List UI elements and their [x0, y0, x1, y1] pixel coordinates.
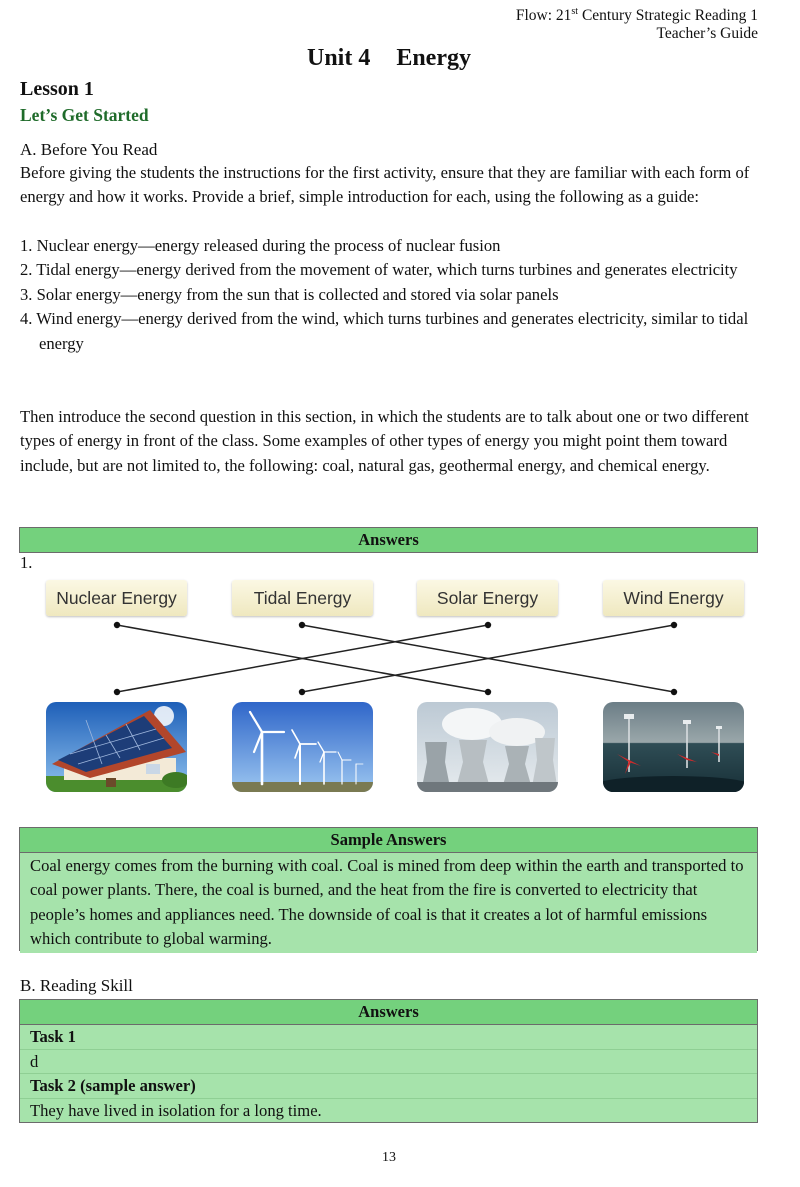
answers-box-title: Answers [20, 1000, 757, 1025]
match-dot [114, 622, 120, 628]
answers-box-2 [19, 999, 758, 1123]
list-item: 3. Solar energy—energy from the sun that is collected and stored via solar panels [20, 284, 559, 304]
match-dot [485, 689, 491, 695]
section-a-heading: A. Before You Read [20, 140, 158, 159]
list-item: 1. Nuclear energy—energy released during the process of nuclear fusion [20, 236, 501, 255]
sample-answers-title: Sample Answers [20, 828, 757, 853]
match-dot [671, 689, 677, 695]
answers-box-title: Answers [20, 528, 757, 552]
label-tidal-energy: Tidal Energy [232, 580, 373, 616]
wind-turbines-image [232, 702, 373, 792]
book-title: Flow: 21st Century Strategic Reading 1 [515, 5, 758, 24]
answer-item-number: 1. [20, 553, 33, 572]
section-a-followup: Then introduce the second question in this section, in which the students are to talk about one or two different types of energy in front of the class. Some examples of other types of energy you might point them toward include, but are not limited to, the following: coal, natural gas, geothermal energy, and chemical energy. [20, 407, 749, 475]
tidal-turbines-image [603, 702, 744, 792]
task2-answer: They have lived in isolation for a long time. [20, 1098, 757, 1123]
sample-answers-box [19, 827, 758, 951]
match-dot [299, 689, 305, 695]
solar-panels-house-image [46, 702, 187, 792]
list-item: 2. Tidal energy—energy derived from the movement of water, which turns turbines and generates electricity [20, 260, 738, 280]
label-wind-energy: Wind Energy [603, 580, 744, 616]
task1-answer: d [20, 1049, 757, 1074]
task1-label: Task 1 [20, 1025, 757, 1049]
lesson-heading: Lesson 1 [20, 78, 94, 100]
match-dot [299, 622, 305, 628]
list-item: 4. Wind energy—energy derived from the wind, which turns turbines and generates electricity, similar to tidal energy [20, 309, 749, 353]
section-b-heading: B. Reading Skill [20, 976, 133, 995]
match-dot [485, 622, 491, 628]
task2-label: Task 2 (sample answer) [20, 1073, 757, 1098]
guide-label: Teacher’s Guide [656, 25, 758, 42]
lesson-subtitle: Let’s Get Started [20, 105, 149, 125]
unit-title: Unit 4 Energy [306, 45, 471, 71]
match-dot [671, 622, 677, 628]
match-dot [114, 689, 120, 695]
sample-answers-text: Coal energy comes from the burning with coal. Coal is mined from deep within the earth and transported to coal power plants. There, the coal is burned, and the heat from the fire is converted to electricity that people’s homes and appliances need. The downside of coal is that it creates a lot of harmful emissions which contribute to global warming. [20, 853, 757, 953]
cooling-towers-image [417, 702, 558, 792]
section-a-intro: Before giving the students the instructions for the first activity, ensure that they are familiar with each form of energy and how it works. Provide a brief, simple introduction for each, using the following as a guide: [20, 163, 750, 207]
label-nuclear-energy: Nuclear Energy [46, 580, 187, 616]
label-solar-energy: Solar Energy [417, 580, 558, 616]
page-number: 13 [382, 1150, 396, 1165]
